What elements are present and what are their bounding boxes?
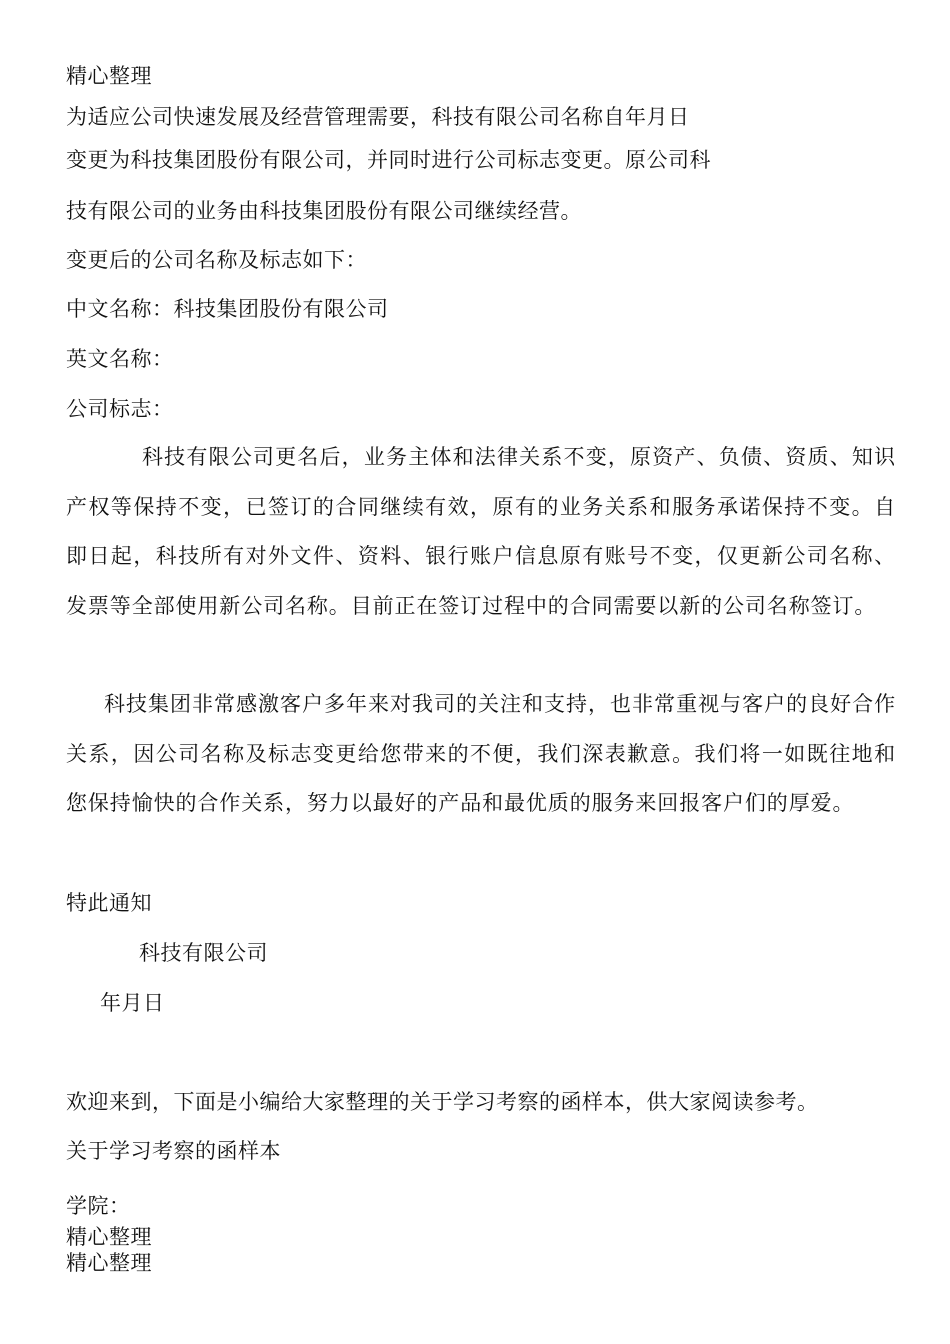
- header-label: 精心整理: [66, 64, 152, 88]
- company-logo-line: 公司标志：: [66, 397, 174, 421]
- welcome-line: 欢迎来到，下面是小编给大家整理的关于学习考察的函样本，供大家阅读参考。: [66, 1090, 819, 1114]
- notice-intro-line-1: 为适应公司快速发展及经营管理需要，科技有限公司名称自年月日: [66, 105, 690, 129]
- footer-label-1: 精心整理: [66, 1225, 152, 1249]
- second-title: 关于学习考察的函样本: [66, 1139, 281, 1163]
- college-label: 学院：: [66, 1194, 131, 1218]
- chinese-name-line: 中文名称：科技集团股份有限公司: [66, 297, 389, 321]
- footer-label-2: 精心整理: [66, 1251, 152, 1275]
- notice-paragraph-2: 科技集团非常感激客户多年来对我司的关注和支持，也非常重视与客户的良好合作关系，因公司名称及标志变更给您带来的不便，我们深表歉意。我们将一如既往地和您保持愉快的合作关系，努力以最好的产品和最优质的服务来回报客户们的厚爱。: [66, 692, 896, 815]
- notice-intro-line-3: 技有限公司的业务由科技集团股份有限公司继续经营。: [66, 199, 582, 223]
- notice-paragraph-1: 科技有限公司更名后，业务主体和法律关系不变，原资产、负债、资质、知识产权等保持不变，已签订的合同继续有效，原有的业务关系和服务承诺保持不变。自即日起，科技所有对外文件、资料、银行账户信息原有账号不变，仅更新公司名称、发票等全部使用新公司名称。目前正在签订过程中的合同需要以新的公司名称签订。: [66, 445, 896, 618]
- signature-company: 科技有限公司: [139, 941, 268, 965]
- notice-intro-line-2: 变更为科技集团股份有限公司，并同时进行公司标志变更。原公司科: [66, 148, 711, 172]
- closing-line: 特此通知: [66, 891, 152, 915]
- after-change-heading: 变更后的公司名称及标志如下：: [66, 248, 367, 272]
- signature-date: 年月日: [100, 991, 165, 1015]
- english-name-line: 英文名称：: [66, 347, 174, 371]
